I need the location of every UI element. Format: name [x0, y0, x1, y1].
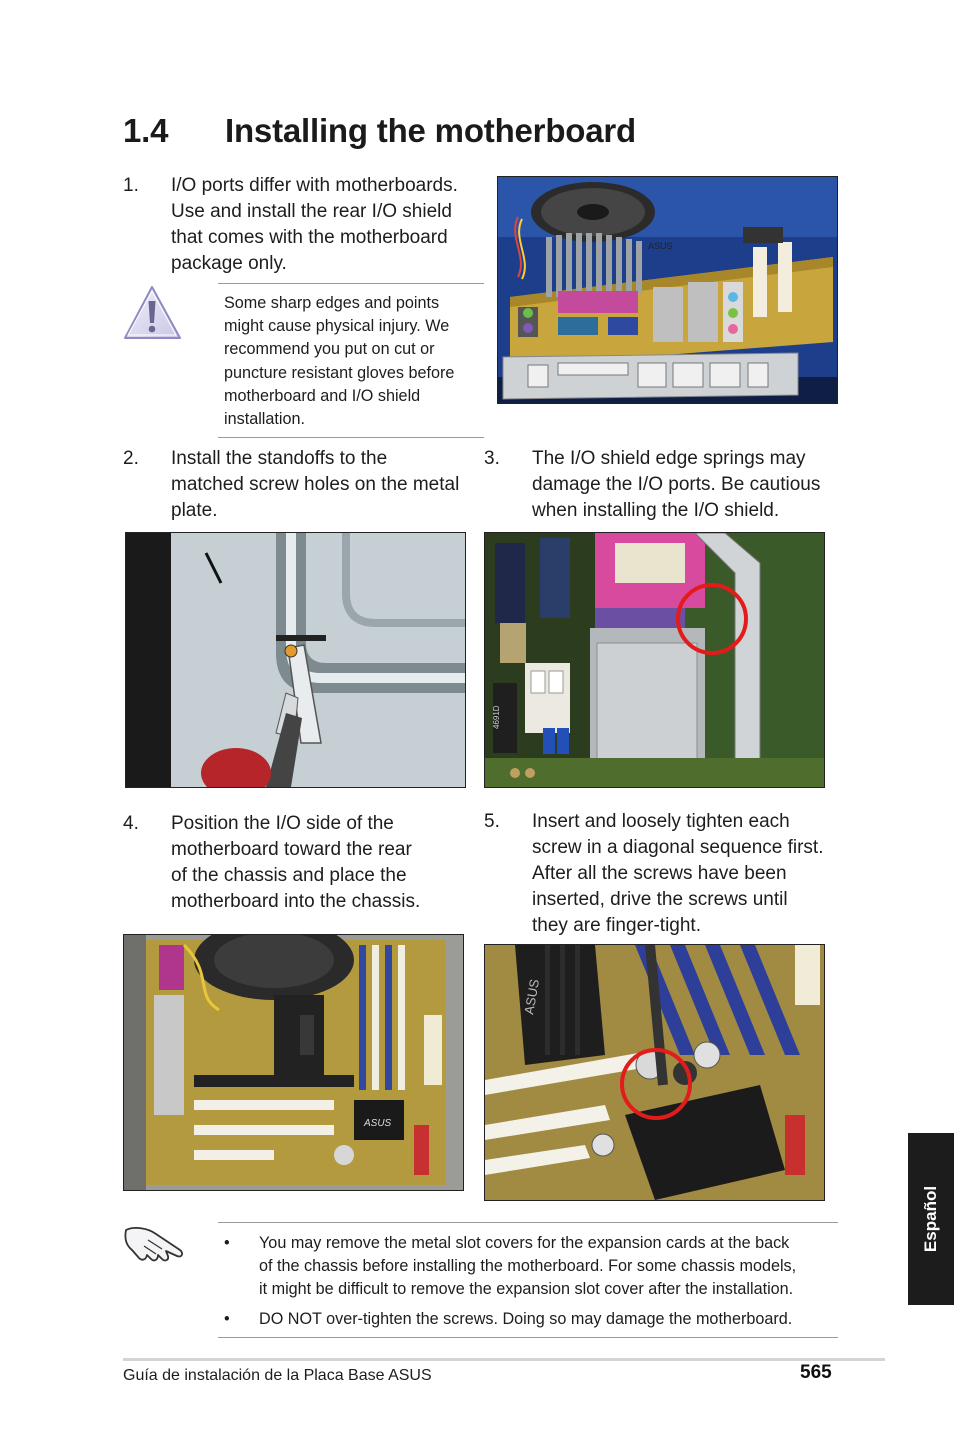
note-item — [224, 1232, 834, 1301]
caution-top-rule — [218, 283, 484, 284]
step-text-line: matched screw holes on the metal — [171, 474, 460, 495]
step-number: 5. — [484, 811, 500, 832]
step-text-line: The I/O shield edge springs may — [532, 448, 806, 469]
notes-list — [224, 1232, 834, 1331]
section-number: 1.4 — [123, 112, 169, 149]
caution-line: motherboard and I/O shield — [224, 386, 421, 405]
caution-line: puncture resistant gloves before — [224, 363, 455, 382]
motherboard-in-chassis-photo — [123, 934, 464, 1191]
caution-bottom-rule — [218, 437, 484, 438]
page-number: 565 — [800, 1362, 832, 1383]
step-text-line: that comes with the motherboard — [171, 227, 448, 248]
step-text-line: plate. — [171, 500, 218, 521]
language-tab — [908, 1133, 954, 1305]
note-item — [224, 1308, 834, 1331]
step-text-line: Position the I/O side of the — [171, 813, 394, 834]
note-line: DO NOT over-tighten the screws. Doing so may damage the motherboard. — [259, 1310, 793, 1328]
standoff-photo — [125, 532, 466, 788]
caution-line: might cause physical injury. We — [224, 317, 450, 336]
section-title: Installing the motherboard — [225, 112, 636, 149]
note-line: You may remove the metal slot covers for the expansion cards at the back — [259, 1234, 790, 1252]
step-text-line: Insert and loosely tighten each — [532, 811, 790, 832]
caution-line: Some sharp edges and points — [224, 294, 440, 312]
notes-top-rule — [218, 1222, 838, 1223]
step-text-line: they are finger-tight. — [532, 915, 701, 936]
caution-line: installation. — [224, 410, 305, 429]
step-text-line: screw in a diagonal sequence first. — [532, 837, 824, 858]
step-number: 3. — [484, 448, 500, 469]
note-bullet: • — [224, 1310, 230, 1328]
step-text-line: motherboard toward the rear — [171, 839, 412, 860]
io-shield-photo — [497, 176, 838, 404]
language-label: Español — [921, 1185, 940, 1253]
step-text-line: when installing the I/O shield. — [532, 500, 780, 521]
notes-bottom-rule — [218, 1337, 838, 1338]
step-text-line: I/O ports differ with motherboards. — [171, 175, 458, 196]
step-number: 4. — [123, 813, 139, 834]
chipset-label: ASUS — [364, 1118, 392, 1129]
step-text-line: damage the I/O ports. Be cautious — [532, 474, 821, 495]
pointing-hand-icon — [122, 1220, 186, 1268]
caution-text — [224, 292, 480, 431]
note-line: it might be difficult to remove the expansion slot cover after the installation. — [259, 1280, 794, 1298]
step-text-line: Use and install the rear I/O shield — [171, 201, 452, 222]
step-text-line: inserted, drive the screws until — [532, 889, 788, 910]
step-text-line: After all the screws have been — [532, 863, 787, 884]
step-text-line: package only. — [171, 253, 287, 274]
io-ports-photo — [484, 532, 825, 788]
step-number: 2. — [123, 448, 139, 469]
board-label: ASUS — [648, 241, 673, 251]
step-text-line: Install the standoffs to the — [171, 448, 388, 469]
footer-rule — [123, 1358, 885, 1361]
screw-closeup-photo — [484, 944, 825, 1201]
caution-line: recommend you put on cut or — [224, 340, 435, 359]
step-text-line: of the chassis and place the — [171, 865, 407, 886]
footer-title: Guía de instalación de la Placa Base ASUS — [123, 1367, 432, 1384]
note-line: of the chassis before installing the motherboard. For some chassis models, — [259, 1257, 797, 1275]
heatsink-label: ASUS — [521, 978, 543, 1016]
note-bullet: • — [224, 1234, 230, 1252]
capacitor-label: 4691D — [492, 705, 501, 729]
step-text-line: motherboard into the chassis. — [171, 891, 421, 912]
warning-triangle-icon — [122, 284, 184, 342]
step-number: 1. — [123, 175, 139, 196]
